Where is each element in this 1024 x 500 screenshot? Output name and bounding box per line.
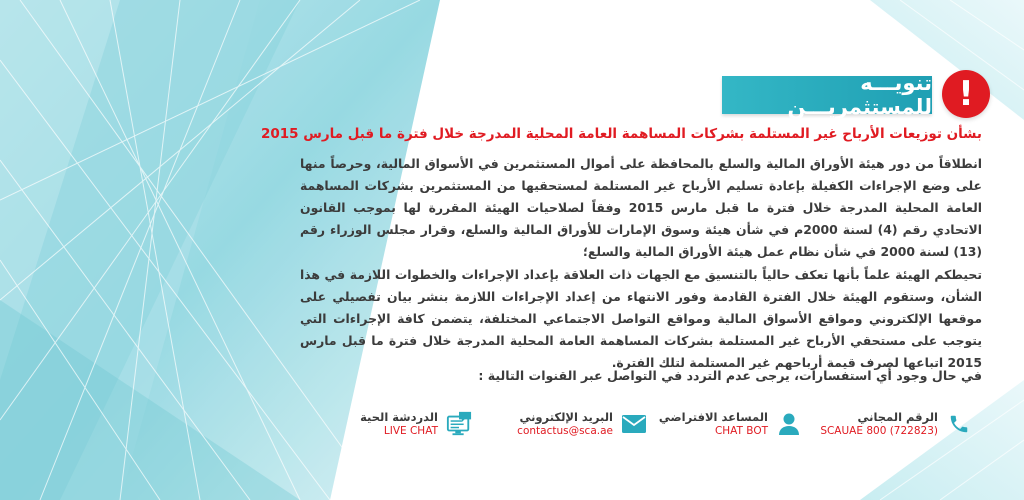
notice-content [260,0,1000,500]
contact-live-chat-title: الدردشة الحية [360,410,438,424]
contact-email-title: البريد الإلكتروني [519,410,613,424]
contact-email[interactable] [517,404,647,444]
phone-icon [946,411,972,437]
paragraph-procedures: تحيطكم الهيئة علماً بأنها تعكف حالياً بالتنسيق مع الجهات ذات العلاقة بإعداد الإجراءات والخطوات اللازمة في هذا الشأن، وستقوم الهيئة خلال الفترة القادمة وفور الانتهاء من إعداد الإجراءات اللازمة بنشر بيان تفصيلي على موقعها الإلكتروني ومواقع الأسواق المالية ومواقع التواصل الاجتماعي المختلفة، يتضمن كافة الإجراءات التي يتوجب على مستحقي الأرباح غير المستلمة بشركات المساهمة العامة المحلية المدرجة خلال فترة ما قبل مارس 2015 اتباعها لصرف قيمة أرباحهم غير المستلمة لتلك الفترة. [300,267,982,370]
envelope-icon [621,411,647,437]
contact-chat-bot-label: CHAT BOT [714,425,768,437]
contact-toll-free[interactable] [820,404,972,444]
contact-chat-bot-title: المساعد الافتراضي [658,410,768,424]
notice-headline: بشأن توزيعات الأرباح غير المستلمة بشركات المساهمة العامة المحلية المدرجة خلال فترة ما قبل مارس 2015 [260,126,982,142]
contact-channels [312,404,972,444]
contact-live-chat[interactable] [360,404,472,444]
notice-title: تنويـــه للمستثمريـــن [787,71,932,119]
notice-title-bar [722,71,932,119]
contact-toll-free-title: الرقم المجاني [857,410,938,424]
user-icon [776,411,802,437]
chat-monitor-icon [446,411,472,437]
contact-toll-free-number: SCAUAE 800 (722823) [820,425,938,437]
paragraph-intro: انطلاقاً من دور هيئة الأوراق المالية والسلع بالمحافظة على أموال المستثمرين في الأسواق المالية، وحرصاً منها على وضع الإجراءات الكفيلة بإعادة تسليم الأرباح غير المستلمة لمستحقيها من المستثمرين بشركات المساهمة العامة المحلية المدرجة خلال فترة ما قبل مارس 2015 وفقاً لصلاحيات الهيئة المقررة لها بموجب القانون الاتحادي رقم (4) لسنة 2000م في شأن هيئة وسوق الإمارات للأوراق المالية والسلع، وقرار مجلس الوزراء رقم (13) لسنة 2000 في شأن نظام عمل هيئة الأوراق المالية والسلع؛ [300,156,983,259]
contact-email-address: contactus@sca.ae [517,425,613,437]
paragraph-inquiries: في حال وجود أي استفسارات، يرجى عدم التردد في التواصل عبر القنوات التالية : [478,368,982,383]
alert-symbol: ! [958,74,974,114]
contact-live-chat-label: LIVE CHAT [383,425,438,437]
alert-icon [942,70,990,118]
contact-chat-bot[interactable] [659,404,802,444]
